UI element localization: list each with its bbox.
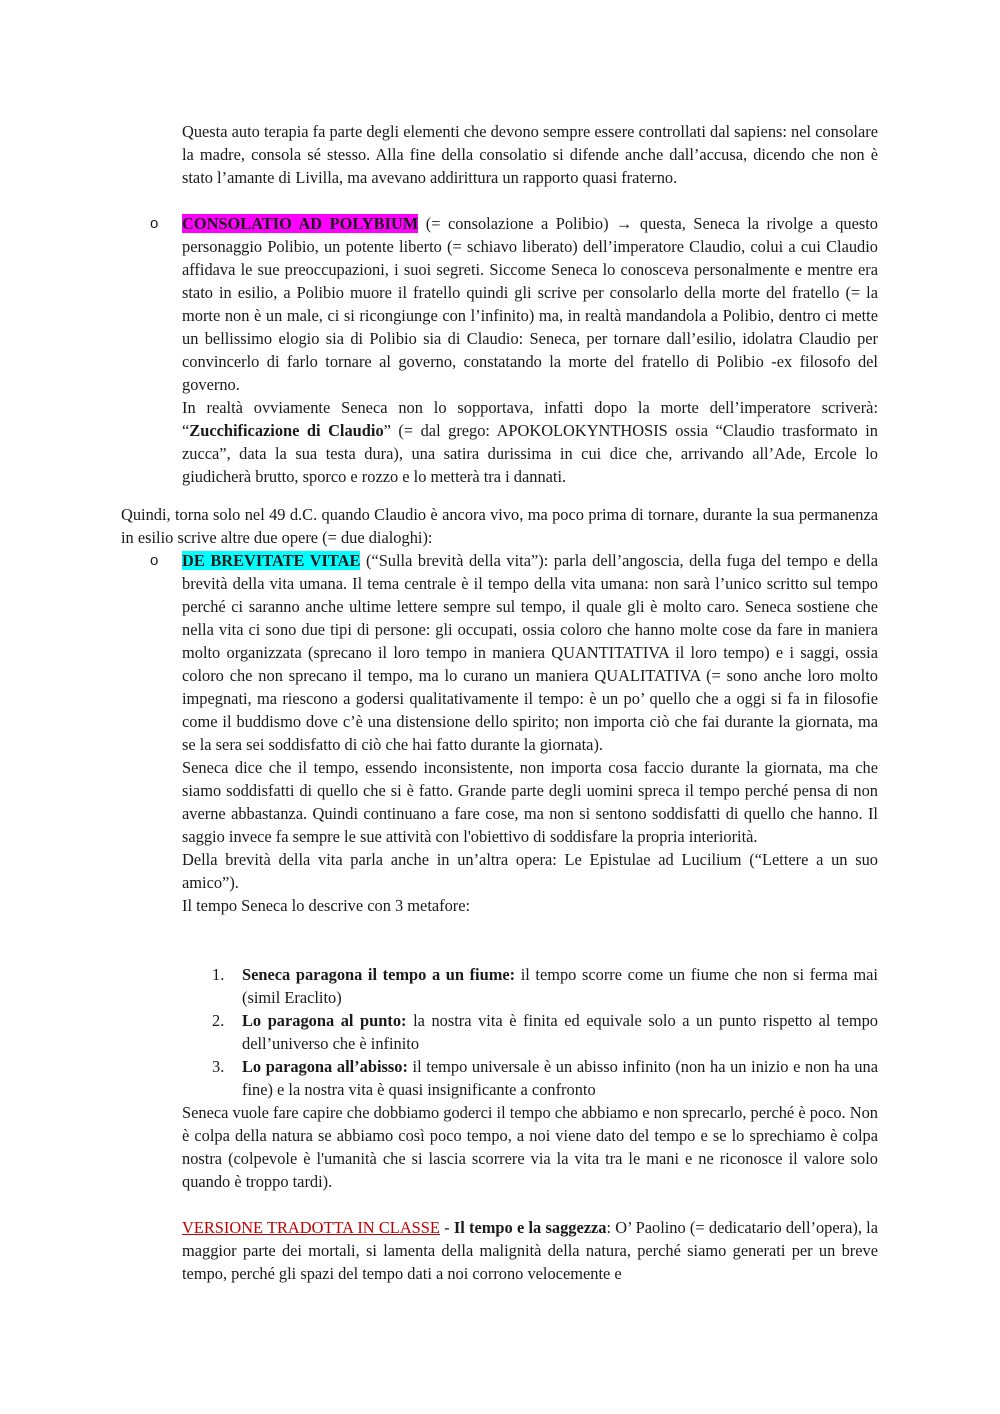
metafore-list: [182, 963, 878, 1101]
paragraph-zucchificazione: In realtà ovviamente Seneca non lo sopportava, infatti dopo la morte dell’imperatore scriverà: “Zucchificazione di Claudio” (= dal grego: APOKOLOKYNTHOSIS ossia “Claudio trasformato in zucca”, data la sua testa dura), una satira durissima in cui dice che, arrivando all’Ade, Ercole lo giudicherà brutto, sporco e rozzo e lo metterà tra i dannati.: [182, 398, 878, 486]
bullet-marker: o: [150, 215, 159, 232]
bullet-marker: o: [150, 552, 159, 569]
bold-tempo-saggezza: Il tempo e la saggezza: [453, 1218, 607, 1237]
paragraph-tempo-inconsistente: Seneca dice che il tempo, essendo inconsistente, non importa cosa faccio durante la giornata, ma che siamo soddisfatti di quello che si è fatto. Grande parte degli uomini spreca il tempo perché pensa di non averne abbastanza. Quindi continuano a fare cose, ma non si sentono soddisfatti di quello che hanno. Il saggio invece fa sempre le sue attività con l'obiettivo di soddisfare la propria interiorità.: [182, 758, 878, 846]
highlight-title-polybium: CONSOLATIO AD POLYBIUM: [182, 214, 419, 233]
versione-link: VERSIONE TRADOTTA IN CLASSE: [182, 1218, 440, 1237]
paragraph-epistulae: Della brevità della vita parla anche in un’altra opera: Le Epistulae ad Lucilium (“Lettere a un suo amico”).: [182, 850, 878, 892]
arrow-glyph: →: [616, 214, 633, 233]
highlight-title-brevitate: DE BREVITATE VITAE: [182, 551, 361, 570]
section-consolatio-polybium: [182, 212, 878, 488]
section-de-brevitate-vitae: [182, 549, 878, 917]
paragraph-brevitate-intro: DE BREVITATE VITAE (“Sulla brevità della vita”): parla dell’angoscia, della fuga del tempo e della brevità della vita umana. Il tema centrale è il tempo della vita umana: non sarà l’unico scritto sul tempo perché ci saranno anche ultime lettere sempre sul tempo, il quale gli è molto caro. Seneca sostiene che nella vita ci sono due tipi di persone: gli occupati, ossia coloro che hanno molte cose da fare in maniera molto organizzata (sprecano il loro tempo in maniera QUANTITATIVA il loro tempo) e i saggi, ossia coloro che non sprecano il tempo, ma lo curano un maniera QUALITATIVA (= sono anche loro molto impegnati, ma riescono a godersi qualitativamente il tempo: è un po’ quello che a oggi si fa in filosofie come il buddismo dove c’è una distensione dello spirito; non importa ciò che fai durante la giornata, ma se la sera sei soddisfatto di ciò che hai fatto durante la giornata).: [182, 551, 878, 754]
list-item: 3. Lo paragona all’abisso: il tempo universale è un abisso infinito (non ha un inizio e non ha una fine) e la nostra vita è quasi insignificante a confronto: [212, 1057, 879, 1099]
paragraph-goderci-tempo: Seneca vuole fare capire che dobbiamo goderci il tempo che abbiamo e non sprecarlo, perché è poco. Non è colpa della natura se abbiamo così poco tempo, a noi viene dato del tempo e se lo sprechiamo è colpa nostra (colpevole è l'umanità che si lascia scorrere via la vita tra le mani e ne riconosce il valore solo quando è troppo tardi).: [182, 1103, 878, 1191]
bold-zucchificazione: Zucchificazione di Claudio: [189, 421, 384, 440]
paragraph-auto-terapia: Questa auto terapia fa parte degli elementi che devono sempre essere controllati dal sapiens: nel consolare la madre, consola sé stesso. Alla fine della consolatio si difende anche dall’accusa, dicendo che non è stato l’amante di Livilla, ma avevano addirittura un rapporto quasi fraterno.: [182, 122, 878, 187]
list-item: 2. Lo paragona al punto: la nostra vita è finita ed equivale solo a un punto rispetto al tempo dell’universo che è infinito: [212, 1011, 878, 1053]
paragraph-metafore: Il tempo Seneca lo descrive con 3 metafore:: [182, 896, 471, 915]
paragraph-versione: VERSIONE TRADOTTA IN CLASSE - Il tempo e la saggezza: O’ Paolino (= dedicatario dell’opera), la maggior parte dei mortali, si lamenta della malignità della natura, perché siamo generati per un breve tempo, perché gli spazi del tempo dati a noi corrono velocemente e: [182, 1218, 878, 1283]
list-item: 1. Seneca paragona il tempo a un fiume: il tempo scorre come un fiume che non si ferma mai (simil Eraclito): [212, 965, 878, 1007]
paragraph-polybium: CONSOLATIO AD POLYBIUM (= consolazione a Polibio) → questa, Seneca la rivolge a questo personaggio Polibio, un potente liberto (= schiavo liberato) dell’imperatore Claudio, colui a cui Claudio affidava le sue preoccupazioni, i suoi segreti. Siccome Seneca lo conosceva personalmente e mentre era stato in esilio, a Polibio muore il fratello quindi gli scrive per consolarlo della morte del fratello (= la morte non è un male, ci si ricongiunge con l’infinito) ma, in realtà mandandola a Polibio, dentro ci mette un bellissimo elogio sia di Polibio sia di Claudio: Seneca, per tornare dall’esilio, idolatra Claudio per convincerlo di farlo tornare al governo, constatando la morte del fratello di Polibio -ex filosofo del governo.: [182, 214, 878, 394]
paragraph-quindi: Quindi, torna solo nel 49 d.C. quando Claudio è ancora vivo, ma poco prima di tornare, durante la sua permanenza in esilio scrive altre due opere (= due dialoghi):: [121, 505, 878, 547]
